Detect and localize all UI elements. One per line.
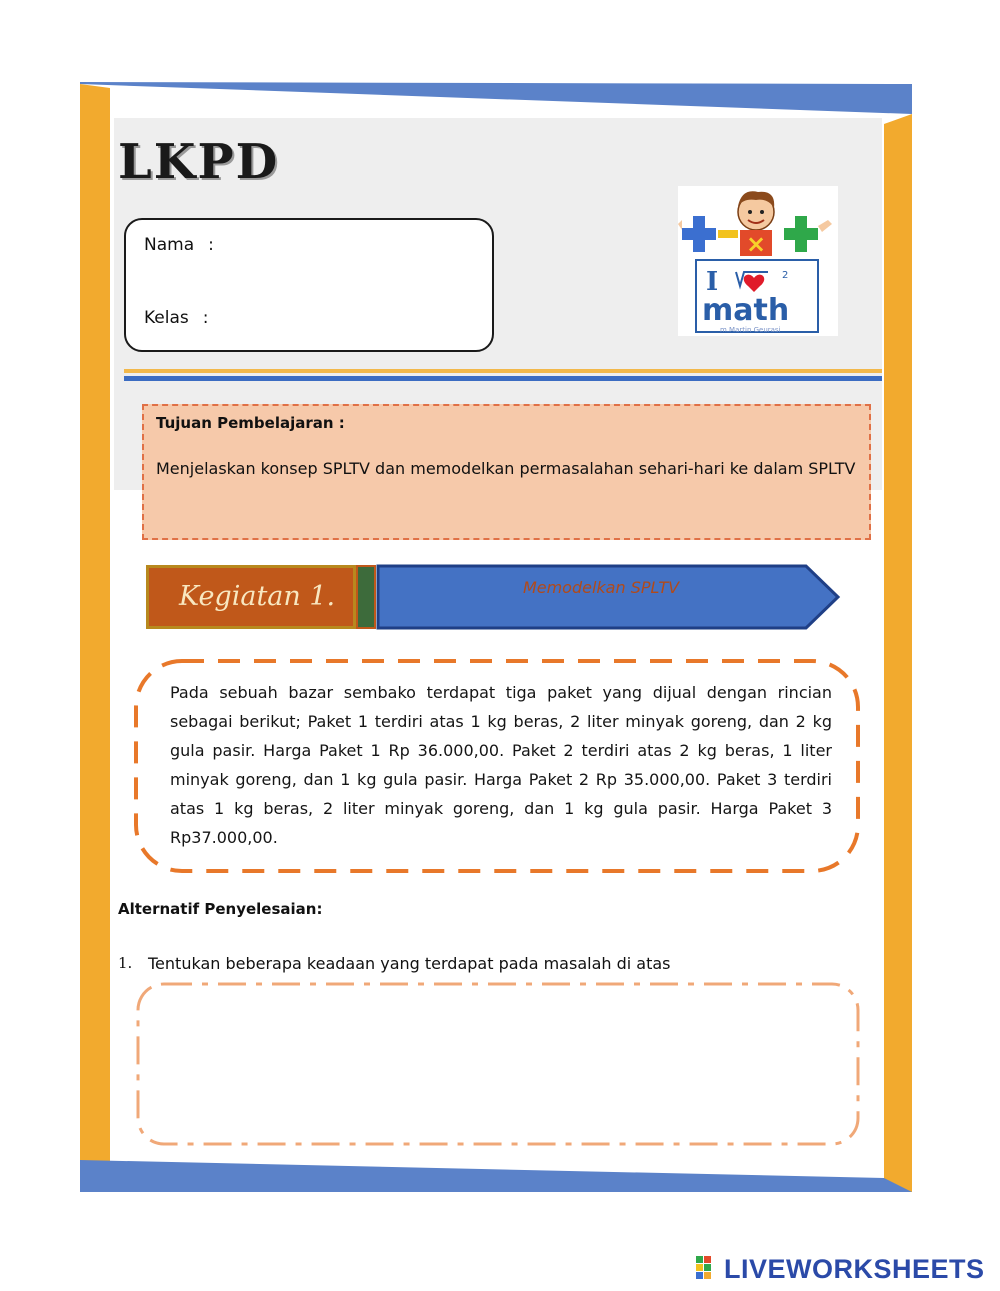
logo-love-text: I: [706, 267, 719, 297]
class-colon: :: [202, 308, 209, 328]
learning-objective-box: [142, 404, 871, 540]
frame-right-band: [884, 114, 912, 1192]
objective-title: Tujuan Pembelajaran :: [156, 414, 345, 432]
activity-divider: [356, 565, 376, 629]
name-label: Nama: [144, 235, 195, 255]
class-field[interactable]: [144, 308, 209, 328]
page-title: LKPD: [118, 134, 280, 190]
name-colon: :: [208, 235, 214, 255]
class-label: Kelas: [144, 308, 189, 328]
frame-top-band: [80, 82, 912, 114]
objective-text: Menjelaskan konsep SPLTV dan memodelkan permasalahan sehari-hari ke dalam SPLTV: [156, 459, 856, 478]
activity-badge: Kegiatan 1.: [146, 565, 356, 629]
separator-blue: [124, 376, 882, 381]
question-text: Tentukan beberapa keadaan yang terdapat pada masalah di atas: [148, 954, 671, 973]
activity-title: Memodelkan SPLTV: [522, 578, 680, 597]
frame-bottom-band: [80, 1160, 912, 1192]
separator-yellow: [124, 369, 882, 373]
math-logo-icon: [678, 186, 838, 336]
math-logo: [678, 186, 838, 336]
brand-logo-icon: [696, 1254, 722, 1282]
activity-arrow-banner: [376, 563, 842, 631]
question-number: 1.: [118, 954, 133, 972]
frame-left-band: [80, 84, 110, 1180]
brand-text: LIVEWORKSHEETS: [724, 1254, 985, 1284]
logo-math-text: math: [702, 293, 790, 328]
footer-brand[interactable]: [696, 1254, 985, 1285]
svg-text:2: 2: [782, 270, 789, 281]
problem-text: Pada sebuah bazar sembako terdapat tiga paket yang dijual dengan rincian sebagai berikut; Paket 1 terdiri atas 1 kg beras, 2 liter minyak goreng, dan 2 kg gula pasir. Harga Paket 1 Rp 36.000,00. Paket 2 terdiri atas 2 kg beras, 1 liter minyak goreng, dan 1 kg gula pasir. Harga Paket 2 Rp 35.000,00. Paket 3 terdiri atas 1 kg beras, 2 liter minyak goreng, dan 1 kg gula pasir. Harga Paket 3 Rp37.000,00.: [170, 683, 832, 847]
solution-title: Alternatif Penyelesaian:: [118, 900, 323, 918]
logo-signature: m.Martin Geurasi: [720, 326, 781, 334]
answer-input[interactable]: [150, 996, 844, 1136]
name-field[interactable]: [144, 235, 214, 255]
svg-text:×: ×: [746, 230, 767, 258]
